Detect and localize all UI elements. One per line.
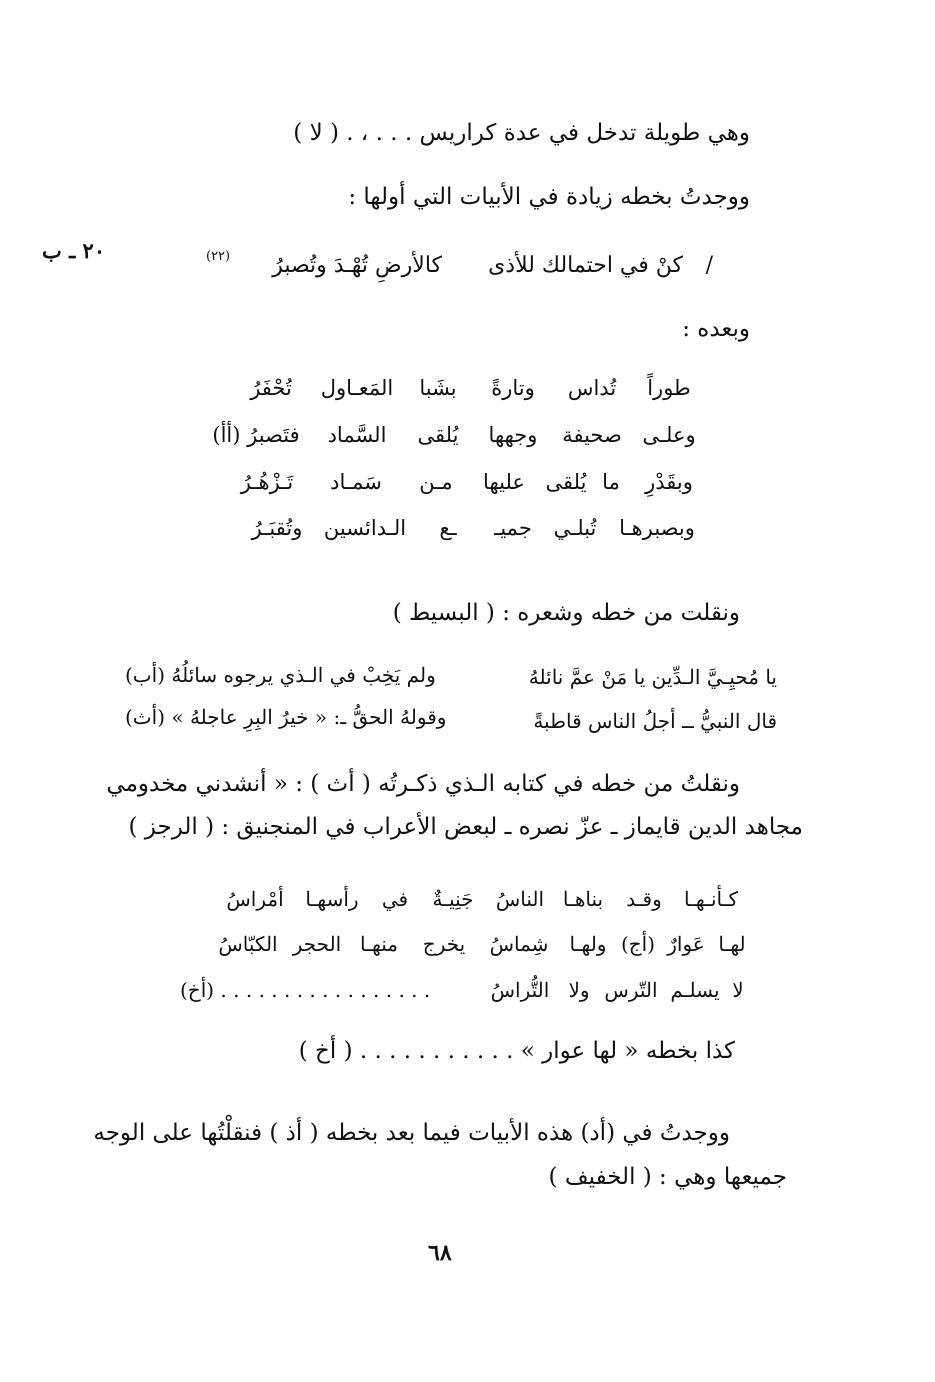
rajaz-word: يسلـم <box>670 978 720 1002</box>
rajaz-word: ولهـا <box>569 932 607 956</box>
poem1-word: وبقَدْرِ <box>645 470 693 494</box>
text-line-basit-heading: ونقلت من خطه وشعره : ( البسيط ) <box>392 600 740 626</box>
text-line-2: ووجدتُ بخطه زيادة في الأبيات التي أولها : <box>348 184 750 210</box>
poem1-line-3 <box>227 472 707 493</box>
poem1-word: ما <box>602 470 620 494</box>
basit-1-hemistich-b: ولم يَخِبْ في الـذي يرجوه سائلُهُ (أب) <box>125 663 436 687</box>
poem1-word: طوراً <box>647 376 691 400</box>
text-line-khafif: جميعها وهي : ( الخفيف ) <box>548 1164 787 1190</box>
poem1-word: سَمـاد <box>330 470 382 494</box>
text-line-mujahid: مجاهد الدين قايماز ـ عزّ نصره ـ لبعض الأعراب في المنجنيق : ( الرجز ) <box>128 814 803 840</box>
rajaz-word: . . . . . . . . . . . . . . . . . (أخ) <box>180 978 431 1002</box>
poem1-word: تُبلـي <box>553 516 597 540</box>
poem1-word: ـع <box>439 516 457 540</box>
poem1-word: تَـزْهُـرُ <box>240 470 294 494</box>
poem1-word: المَعـاول <box>320 376 394 400</box>
rajaz-line-3 <box>180 980 750 1000</box>
poem1-word: تُداس <box>567 376 617 400</box>
poem1-word: وتُقبَـرُ <box>251 516 303 540</box>
rajaz-word: التُّراسُ <box>490 978 550 1002</box>
rajaz-word: التّرس <box>604 978 658 1002</box>
poem1-word: يُلقى <box>545 470 587 494</box>
rajaz-word: رأسهـا <box>305 887 359 911</box>
rajaz-word: ولا <box>568 978 590 1002</box>
text-line-anshadani: ونقلتُ من خطه في كتابه الـذي ذكـرتُه ( أث ) : « أنشدني مخدومي <box>106 771 740 797</box>
poem1-line-1 <box>231 378 707 399</box>
poem1-word: مـن <box>419 470 453 494</box>
poem1-word: عليها <box>483 470 525 494</box>
verse-hemistich-b: كالأرضِ تُهْـدَ وتُصبرُ <box>272 253 442 278</box>
rajaz-word: الحجر <box>292 932 342 956</box>
rajaz-word: كـأنـهـا <box>683 887 739 911</box>
poem1-word: يُلقى <box>417 423 459 447</box>
rajaz-word: يخرج <box>422 932 466 956</box>
text-line-wabaadahu: وبعده : <box>682 316 750 342</box>
verse-slash: / <box>705 253 713 278</box>
text-line-wajadtu: ووجدتُ في (أد) هذه الأبيات فيما بعد بخطه ( أذ ) فنقلْتُها على الوجه <box>93 1120 730 1146</box>
poem1-word: صحيفة <box>562 423 622 447</box>
poem1-line-2 <box>201 425 707 446</box>
poem1-word: فتَصبرُ (أأ) <box>212 423 300 447</box>
rajaz-line-1 <box>220 889 750 909</box>
poem1-word: وجهها <box>488 423 538 447</box>
footnote-marker: (٢٢) <box>206 249 231 264</box>
poem1-word: الـدائسين <box>323 516 407 540</box>
rajaz-word: الكبّاسُ <box>218 932 278 956</box>
rajaz-word: عَوارٌ <box>667 932 705 956</box>
rajaz-word: أمْراسُ <box>226 887 284 911</box>
folio-marker: ٢٠ ـ ب <box>42 238 106 263</box>
rajaz-word: شِماسُ <box>489 932 549 956</box>
page-number: ٦٨ <box>428 1240 452 1266</box>
poem1-word: وتارةً <box>491 376 535 400</box>
verse-hemistich-a: كنْ في احتمالك للأذى <box>488 253 683 278</box>
text-line-kadha: كذا بخطه « لها عوار » . . . . . . . . . . . ( أخ ) <box>298 1038 735 1064</box>
rajaz-word: جَنِيـةٌ <box>432 887 474 911</box>
poem1-word: تُحْفَرُ <box>250 376 292 400</box>
rajaz-word: وقـد <box>626 887 662 911</box>
poem1-word: بشَبا <box>419 376 457 400</box>
rajaz-word: (أج) <box>620 932 656 956</box>
text-line-1: وهي طويلة تدخل في عدة كراريس . . . ، . ( لا ) <box>293 120 750 146</box>
poem1-word: وبصبرهـا <box>619 516 695 540</box>
poem1-word: السَّماد <box>327 423 387 447</box>
poem1-word: جميـ <box>494 516 532 540</box>
rajaz-word: منهـا <box>360 932 398 956</box>
rajaz-word: لهـا <box>718 932 746 956</box>
rajaz-word: بناهـا <box>562 887 604 911</box>
rajaz-word: في <box>381 887 409 911</box>
rajaz-word: لا <box>732 978 744 1002</box>
poem1-word: وعلـى <box>642 423 696 447</box>
basit-1-hemistich-a: يا مُحيِـيَّ الـدِّين يا مَنْ عمَّ نائلهُ <box>528 665 777 689</box>
basit-2-hemistich-b: وقولهُ الحقُّ ـ: « خيرُ البِرِ عاجلهُ » (أث) <box>125 705 447 729</box>
basit-2-hemistich-a: قال النبيُّ ــ أجلُ الناس قاطبةً <box>533 709 777 733</box>
rajaz-word: الناسُ <box>495 887 545 911</box>
rajaz-line-2 <box>212 934 750 954</box>
poem1-line-4 <box>237 518 707 539</box>
